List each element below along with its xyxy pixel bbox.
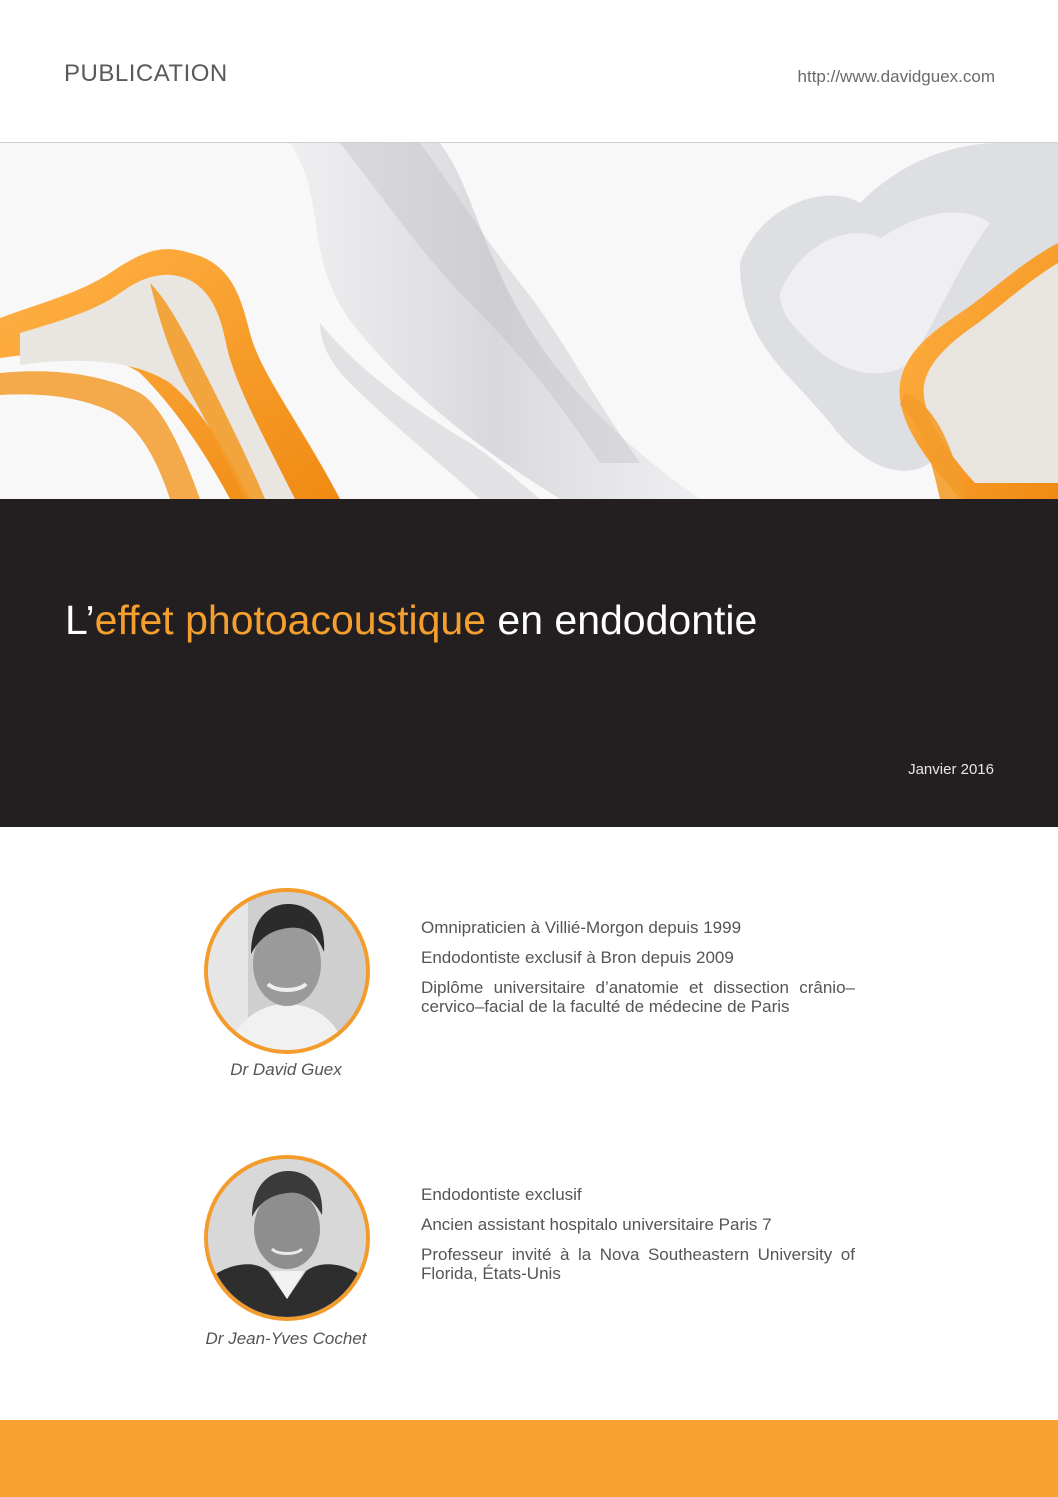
avatar [204, 888, 370, 1054]
avatar [204, 1155, 370, 1321]
website-link[interactable]: http://www.davidguex.com [797, 67, 995, 86]
credential-item: Ancien assistant hospitalo universitaire Paris 7 [421, 1215, 772, 1234]
article-title [65, 597, 757, 644]
portrait-photo [208, 892, 366, 1050]
author-credentials [421, 1185, 855, 1294]
title-block [0, 499, 1058, 827]
portrait-photo [208, 1159, 366, 1317]
author-name: Dr David Guex [230, 1060, 342, 1079]
credential-item: Endodontiste exclusif [421, 1185, 582, 1204]
credential-item: Professeur invité à la Nova Southeastern University of Florida, États-Unis [421, 1245, 855, 1283]
credential-item: Diplôme universitaire d’anatomie et dissection crânio–cervico–facial de la faculté de médecine de Paris [421, 978, 855, 1016]
tooth-render-illustration [0, 143, 1058, 499]
footer-bar [0, 1420, 1058, 1497]
banner-image [0, 143, 1058, 499]
author-name: Dr Jean-Yves Cochet [205, 1329, 367, 1348]
credential-item: Omnipraticien à Villié-Morgon depuis 1999 [421, 918, 742, 937]
title-highlight: effet photoacoustique [94, 597, 486, 643]
credential-item: Endodontiste exclusif à Bron depuis 2009 [421, 948, 734, 967]
publication-label: PUBLICATION [64, 60, 228, 87]
title-suffix: en endodontie [486, 597, 758, 643]
title-prefix: L’ [65, 597, 95, 643]
publication-date: Janvier 2016 [908, 761, 994, 778]
page-header [0, 0, 1058, 143]
author-credentials [421, 918, 855, 1027]
